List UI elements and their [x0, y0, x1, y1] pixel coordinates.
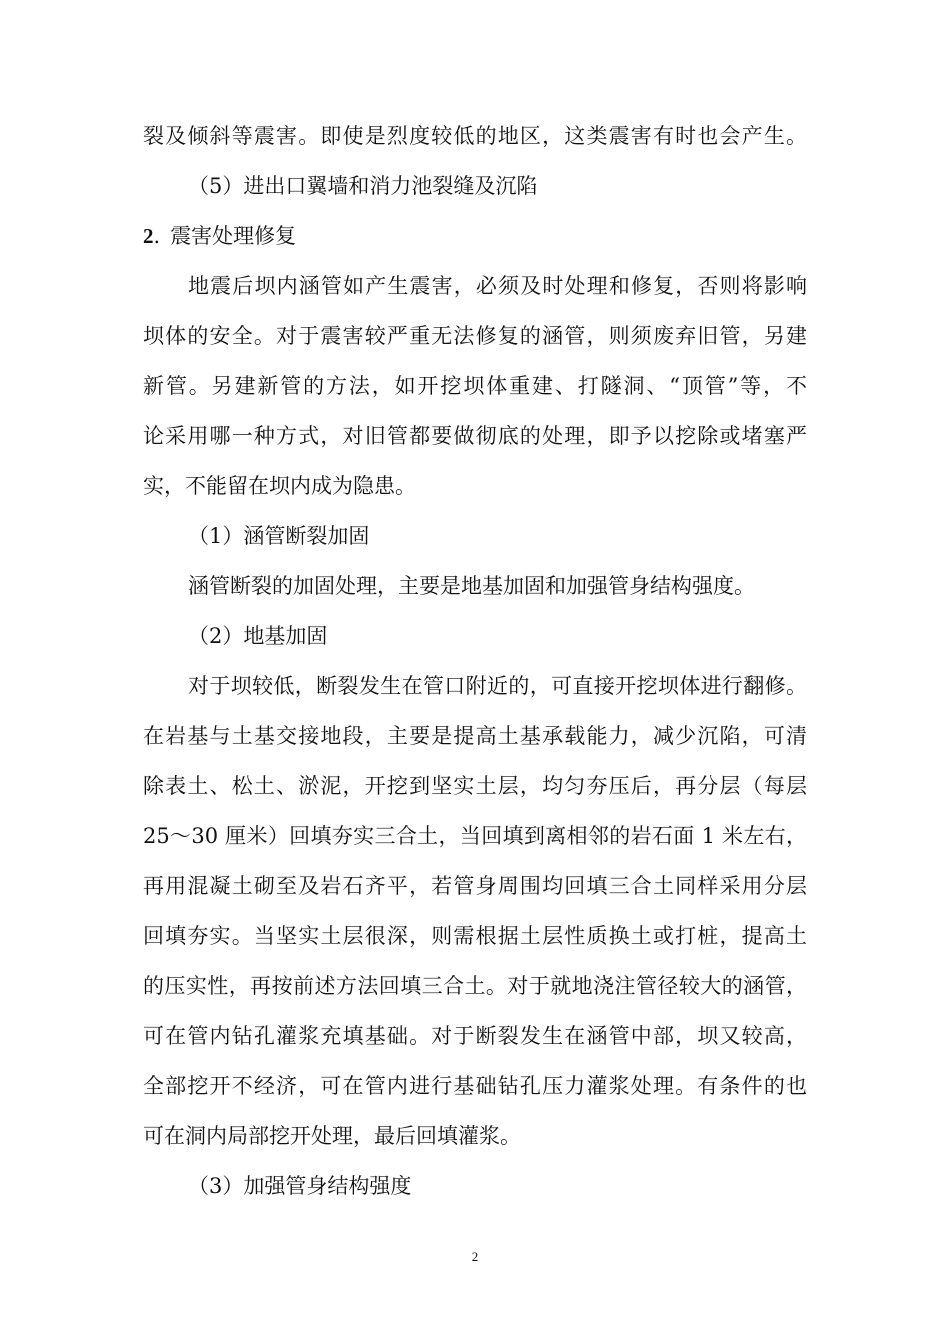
- paragraph-line: 论采用哪一种方式，对旧管都要做彻底的处理，即予以挖除或堵塞严: [143, 424, 807, 448]
- paragraph-line: 25～30 厘米）回填夯实三合土，当回填到离相邻的岩石面 1 米左右，: [143, 824, 807, 848]
- list-item-heading: （3）加强管身结构强度: [188, 1174, 412, 1198]
- paragraph-line: 对于坝较低，断裂发生在管口附近的，可直接开挖坝体进行翻修。: [188, 674, 807, 698]
- paragraph-line: 地震后坝内涵管如产生震害，必须及时处理和修复，否则将影响: [188, 274, 807, 298]
- paragraph-line: 可在管内钻孔灌浆充填基础。对于断裂发生在涵管中部，坝又较高，: [143, 1024, 807, 1048]
- list-item-heading: （2）地基加固: [188, 624, 328, 648]
- paragraph-line: 裂及倾斜等震害。即使是烈度较低的地区，这类震害有时也会产生。: [143, 124, 807, 148]
- paragraph-line: 全部挖开不经济，可在管内进行基础钻孔压力灌浆处理。有条件的也: [143, 1074, 807, 1098]
- paragraph-line: 涵管断裂的加固处理，主要是地基加固和加强管身结构强度。: [188, 574, 755, 598]
- paragraph-line: 在岩基与土基交接地段，主要是提高土基承载能力，减少沉陷，可清: [143, 724, 807, 748]
- list-item-heading: （5）进出口翼墙和消力池裂缝及沉陷: [188, 174, 538, 198]
- paragraph-line: 再用混凝土砌至及岩石齐平，若管身周围均回填三合土同样采用分层: [143, 874, 807, 898]
- section-title: 震害处理修复: [170, 224, 297, 248]
- section-number-separator: .: [153, 224, 161, 248]
- paragraph-line: 的压实性，再按前述方法回填三合土。对于就地浇注管径较大的涵管，: [143, 974, 807, 998]
- page-number: 2: [471, 1249, 479, 1264]
- list-item-heading: （1）涵管断裂加固: [188, 524, 370, 548]
- paragraph-line: 坝体的安全。对于震害较严重无法修复的涵管，则须废弃旧管，另建: [143, 324, 807, 348]
- paragraph-line: 除表土、松土、淤泥，开挖到坚实土层，均匀夯压后，再分层（每层: [143, 774, 807, 798]
- paragraph-line: 新管。另建新管的方法，如开挖坝体重建、打隧洞、“顶管”等，不: [143, 374, 807, 398]
- section-heading: [143, 221, 807, 251]
- paragraph-line: 回填夯实。当坚实土层很深，则需根据土层性质换土或打桩，提高土: [143, 924, 807, 948]
- paragraph-line: 可在洞内局部挖开处理，最后回填灌浆。: [143, 1124, 521, 1148]
- paragraph-line: 实，不能留在坝内成为隐患。: [143, 474, 416, 498]
- section-number: 2: [143, 224, 154, 248]
